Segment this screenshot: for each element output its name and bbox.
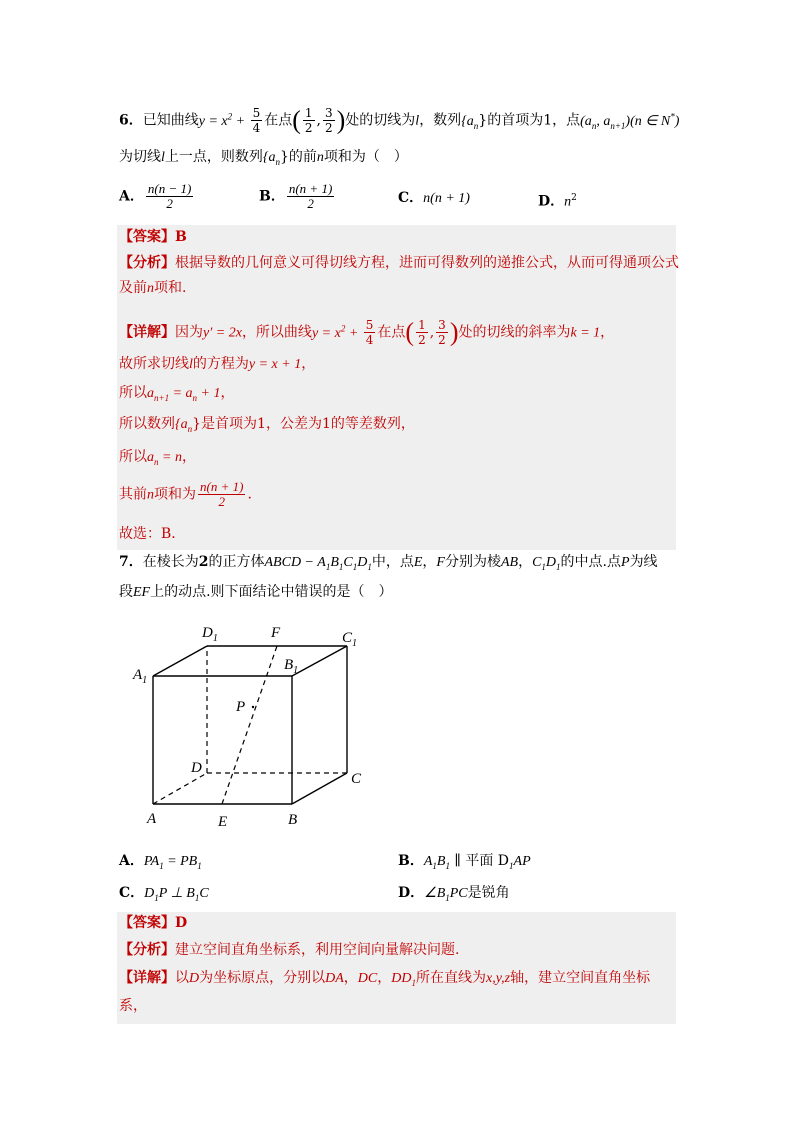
q6-option-d[interactable]: D．$n^2$ (538, 193, 577, 210)
label-E: E (218, 814, 228, 830)
q6-seq-point: ($a_n$, $a_{n+1})(n$ ∈ N*) (580, 111, 680, 131)
q6-seq-text: ，数列 (419, 112, 462, 129)
label-B1: $B_1$ (284, 657, 299, 676)
q6-tangent-text: 处的切线为 (345, 112, 416, 129)
label-P: P (236, 699, 246, 715)
q6-option-c[interactable]: C．n(n + 1) (398, 190, 470, 206)
q6-stem-line1: 6．已知曲线$y = x^2$ + $\frac{5}{4}$ 在点( $\frac{1}{2}$ , $\frac{3}{2}$ )处的切线为l，数列$\{a_n\}$的首项为1，点($a_n$, $a_{n+1})(n$ ∈ N*) (119, 105, 680, 136)
q6-detail-line6: 其前n项和为 $\frac{n(n + 1)}{2}$ . (119, 479, 252, 509)
q6-option-a[interactable]: A． $\frac{n(n - 1)}{2}$ (119, 181, 192, 211)
q6-number: 6． (119, 112, 143, 129)
q6-stem-line2: 为切线l上一点，则数列$\{a_n\}$的前n项和为（ ） (119, 149, 408, 167)
point-P (252, 706, 254, 708)
q6-analysis-line2: 及前n项和. (119, 280, 187, 296)
q6-detail-line3: 所以$a_{n+1} = a_n + 1$， (119, 385, 235, 403)
q7-detail-line1: 【详解】以D为坐标原点，分别以DA，DC，$DD_1$所在直线为x,y,z轴，建立空间直角坐标 (119, 970, 651, 988)
q7-analysis: 【分析】建立空间直角坐标系，利用空间向量解决问题. (119, 942, 460, 958)
label-B: B (288, 812, 298, 828)
q7-option-c[interactable]: C．$D_1P$ ⊥ $B_1C$ (119, 885, 209, 903)
q6-analysis-line1: 【分析】根据导数的几何意义可得切线方程，进而可得数列的递推公式，从而可得通项公式 (119, 255, 679, 271)
q6-stem-text: 已知曲线 (142, 112, 199, 129)
q6-option-b[interactable]: B． $\frac{n(n + 1)}{2}$ (259, 181, 333, 211)
edge-A1D1 (153, 646, 207, 676)
q7-option-a[interactable]: A．$PA_1 = PB_1$ (119, 853, 202, 871)
edge-BC (292, 773, 347, 804)
q7-stem-line1: 7．在棱长为2的正方体ABCD − $A_1B_1C_1D_1$中，点E，F分别为棱AB，$C_1D_1$的中点.点P为线 (119, 554, 658, 572)
q6-first-text: }的首项为 (478, 112, 544, 129)
q6-l: l (415, 113, 420, 129)
label-D: D (191, 760, 202, 776)
q6-point-text: ，点 (552, 112, 581, 129)
label-A1: $A_1$ (133, 667, 148, 686)
q6-answer: 【答案】B (119, 229, 187, 245)
q7-stem-line2: 段EF上的动点.则下面结论中错误的是（ ） (119, 584, 393, 600)
q6-detail-line2: 故所求切线l的方程为y = x + 1， (119, 356, 316, 372)
label-A: A (147, 811, 157, 827)
label-F: F (271, 625, 281, 641)
q6-curve: $y = x^2$ + (198, 111, 249, 129)
q6-detail-line1: 【详解】因为y′ = 2x，所以曲线$y = x^2$ + $\frac{5}{4}$ 在点( $\frac{1}{2}$ , $\frac{3}{2}$ )处的切线的斜率为k = 1， (119, 317, 615, 348)
label-C: C (351, 771, 362, 787)
q7-answer: 【答案】D (119, 915, 188, 931)
q7-option-b[interactable]: B．$A_1B_1$ ∥ 平面 $D_1AP$ (398, 853, 531, 871)
cube-figure (125, 615, 385, 840)
edge-AD-hidden (153, 773, 207, 804)
q6-frac-5-4: $\frac{5}{4}$ (252, 106, 261, 136)
q6-detail-line5: 所以$a_n = n$， (119, 449, 196, 467)
q7-number: 7． (119, 554, 143, 570)
label-D1: $D_1$ (202, 625, 218, 644)
label-C1: $C_1$ (342, 630, 358, 649)
q6-seq-an: {$a_n$ (461, 113, 479, 131)
q7-detail-line2: 系， (119, 998, 147, 1014)
q7-option-d[interactable]: D．$\angle B_1PC$是锐角 (398, 885, 510, 903)
q6-point-x: $\frac{1}{2}$ (304, 106, 313, 136)
segment-EF (222, 646, 277, 804)
q6-at-point: 在点 (264, 112, 293, 129)
q6-one: 1 (543, 112, 553, 129)
q6-detail-line4: 所以数列$\{a_n\}$是首项为1，公差为1的等差数列， (119, 416, 415, 434)
edge-B1C1 (292, 646, 347, 676)
q6-point-y: $\frac{3}{2}$ (324, 106, 333, 136)
q6-choose: 故选：B． (119, 526, 186, 542)
